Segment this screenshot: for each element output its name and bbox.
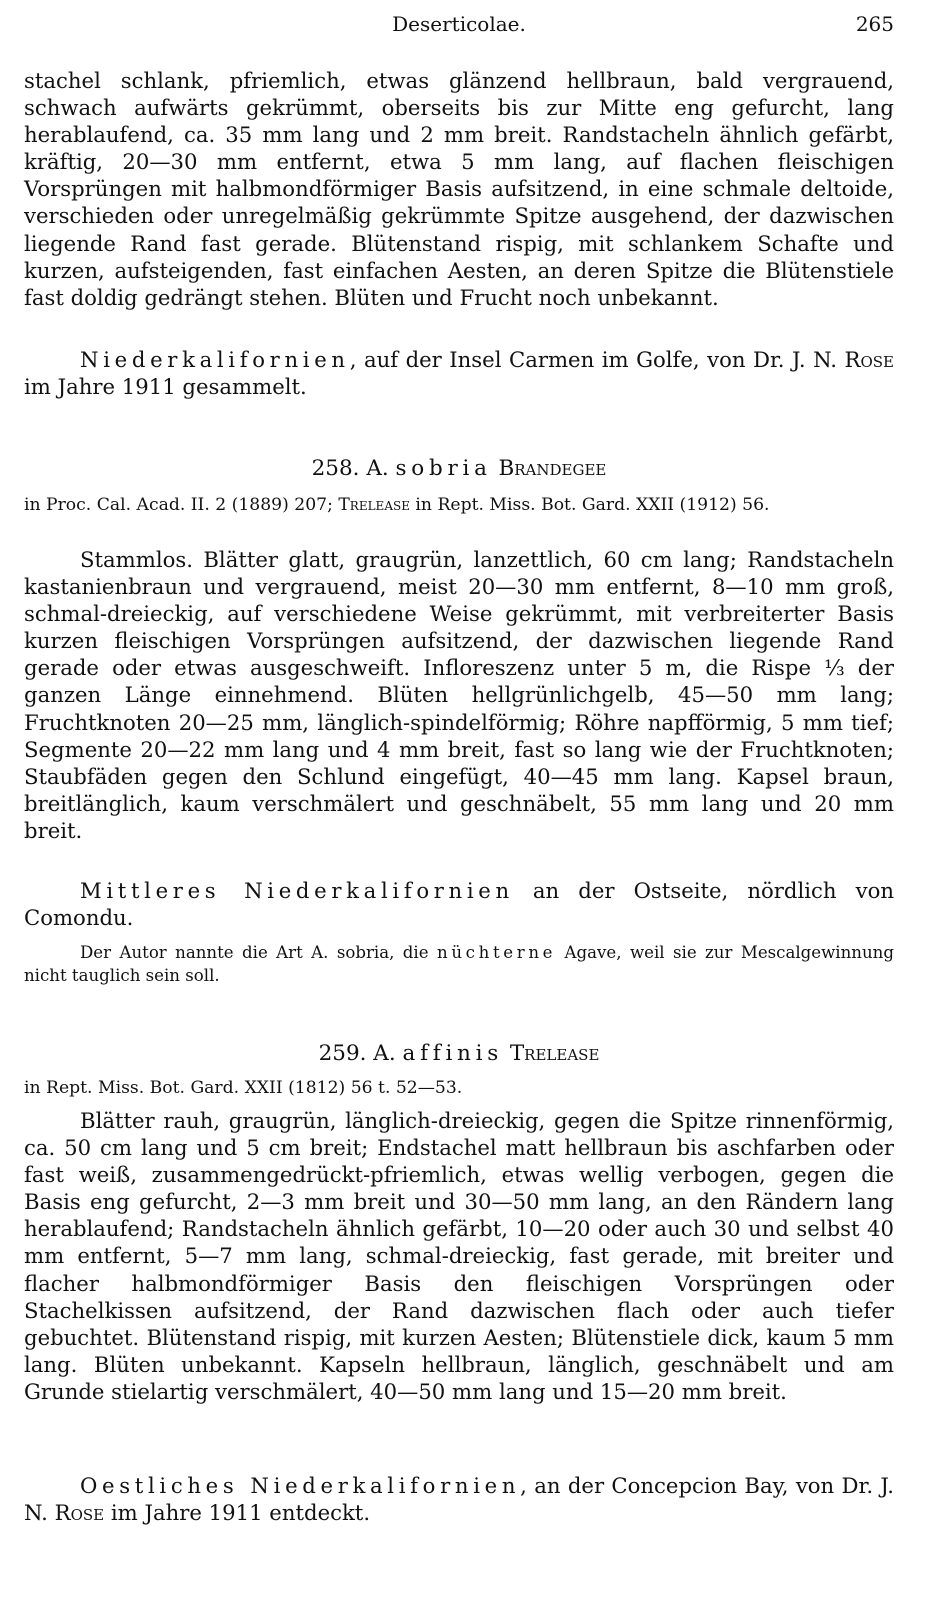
paragraph-text: im Jahre 1911 gesammelt. [24,374,307,400]
region-name: Oestliches Niederkalifornien [80,1473,521,1498]
species-number: 259. A. [318,1041,396,1066]
paragraph-text: an der Ostseite, nördlich von Comondu. [24,878,894,931]
running-head-title: Deserticolae. [392,12,526,36]
paragraph-text: , an der Concepcion Bay, von Dr. J. N. [24,1473,894,1526]
note-emphasis: nüchterne [436,943,557,962]
paragraph-description-259 [24,1107,894,1405]
species-heading-258 [24,456,894,482]
species-epithet: affinis [402,1041,503,1066]
paragraph-continued-description [24,67,894,311]
note-text: Agave, weil sie zur Mescalgewinnung nicht tauglich sein soll. [24,943,894,985]
species-author: Brandegee [498,456,607,481]
paragraph-text: Stammlos. Blätter glatt, graugrün, lanzettlich, 60 cm lang; Randstacheln kastanienbraun und vergrauend, meist 20—30 mm entfernt, 8—10 mm groß, schmal-dreieckig, auf verschiedene Weise gekrümmt, mit verbreiterter Basis kurzen fleischigen Vorsprüngen aufsitzend, der dazwischen liegende Rand gerade oder etwas ausgeschweift. Infloreszenz unter 5 m, die Rispe ⅓ der ganzen Länge einnehmend. Blüten hellgrünlichgelb, 45—50 mm lang; Fruchtknoten 20—25 mm, länglich-spindelförmig; Röhre napfförmig, 5 mm tief; Segmente 20—22 mm lang und 4 mm breit, fast so lang wie der Fruchtknoten; Staubfäden gegen den Schlund eingefügt, 40—45 mm lang. Kapsel braun, breitlänglich, kaum verschmälert und geschnäbelt, 55 mm lang und 20 mm breit. [24,547,894,843]
reference-author: Trelease [338,495,410,515]
running-head [24,12,894,40]
reference-text: in Proc. Cal. Acad. II. 2 (1889) 207; [24,495,339,515]
species-author: Trelease [509,1041,600,1066]
paragraph-distribution-259 [24,1472,894,1526]
species-heading-259 [24,1041,894,1067]
book-page [24,0,894,1610]
paragraph-text: stachel schlank, pfriemlich, etwas glänzend hellbraun, bald vergrauend, schwach aufwärts gekrümmt, oberseits bis zur Mitte eng gefurcht, lang herablaufend, ca. 35 mm lang und 2 mm breit. Randstacheln ähnlich gefärbt, kräftig, 20—30 mm entfernt, etwa 5 mm lang, auf flachen fleischigen Vorsprüngen mit halbmondförmiger Basis aufsitzend, in eine schmale deltoide, verschieden oder unregelmäßig gekrümmte Spitze ausgehend, der dazwischen liegende Rand fast gerade. Blütenstand rispig, mit schlankem Schafte und kurzen, aufsteigenden, fast einfachen Aesten, an deren Spitze die Blütenstiele fast doldig gedrängt stehen. Blüten und Frucht noch unbekannt. [24,68,894,310]
collector-name: Rose [54,1500,105,1526]
species-number: 258. A. [311,456,389,481]
collector-name: Rose [844,347,894,372]
paragraph-distribution-258 [24,877,894,931]
region-name: Mittleres Niederkalifornien [80,878,514,903]
paragraph-text: im Jahre 1911 entdeckt. [104,1500,371,1526]
page-number: 265 [855,12,894,36]
paragraph-text: Blätter rauh, graugrün, länglich-dreieckig, gegen die Spitze rinnenförmig, ca. 50 cm lang und 5 cm breit; Endstachel matt hellbraun bis aschfarben oder fast weiß, zusammengedrückt-pfriemlich, etwas wellig verbogen, gegen die Basis eng gefurcht, 2—3 mm breit und 30—50 mm lang, an den Rändern lang herablaufend; Randstacheln ähnlich gefärbt, 10—20 oder auch 30 und selbst 40 mm entfernt, 5—7 mm lang, schmal-dreieckig, fast gerade, mit breiter und flacher halbmondförmiger Basis den fleischigen Vorsprüngen oder Stachelkissen aufsitzend, der Rand dazwischen flach oder auch tiefer gebuchtet. Blütenstand rispig, mit kurzen Aesten; Blütenstiele dick, kaum 5 mm lang. Blüten unbekannt. Kapseln hellbraun, länglich, geschnäbelt und am Grunde stielartig verschmälert, 40—50 mm lang und 15—20 mm breit. [24,1108,894,1404]
species-epithet: sobria [395,456,492,481]
paragraph-text: , auf der Insel Carmen im Golfe, von Dr. J. N. [349,347,845,372]
paragraph-distribution [24,346,894,400]
reference-text: in Rept. Miss. Bot. Gard. XXII (1812) 56 t. 52—53. [24,1078,463,1098]
paragraph-description-258 [24,546,894,844]
reference-text: in Rept. Miss. Bot. Gard. XXII (1912) 56. [409,495,770,515]
note-258 [24,942,894,987]
reference-258 [24,494,894,516]
region-name: Niederkalifornien [80,347,350,372]
note-text: Der Autor nannte die Art A. sobria, die [80,943,437,962]
reference-259 [24,1077,894,1099]
